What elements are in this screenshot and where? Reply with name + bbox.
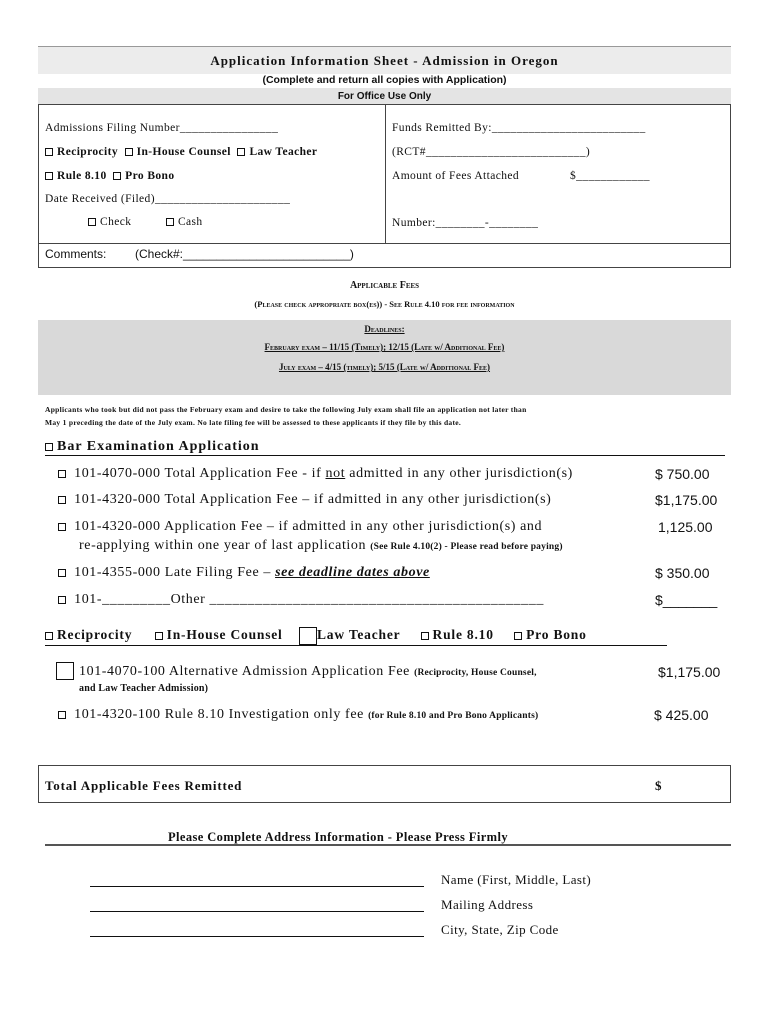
mailing-address-label: Mailing Address	[441, 897, 534, 912]
fee-row-4070-000	[58, 466, 573, 482]
cash-checkbox[interactable]	[166, 218, 174, 226]
deadlines-title: Deadlines:	[364, 324, 405, 334]
cat-rule-810-checkbox[interactable]	[421, 632, 429, 640]
comments-label: Comments:	[45, 247, 107, 261]
category-underline	[45, 645, 667, 646]
cat-reciprocity-checkbox[interactable]	[45, 632, 53, 640]
name-line[interactable]	[90, 886, 424, 887]
funds-remitted-by: Funds Remitted By:_________________________	[392, 122, 646, 134]
check-number-field: (Check#:_________________________)	[135, 247, 354, 261]
cat-in-house-counsel-checkbox[interactable]	[155, 632, 163, 640]
mailing-address-line[interactable]	[90, 911, 424, 912]
applicant-note-line1: Applicants who took but did not pass the February exam and desire to take the following July exam shall file an application not later than	[45, 405, 527, 414]
fee-4070-000-checkbox[interactable]	[58, 470, 66, 478]
in-house-counsel-label: In-House Counsel	[136, 146, 231, 158]
office-comments-divider	[38, 243, 731, 244]
alt-fee-4070-100-line1	[79, 664, 537, 680]
check-checkbox[interactable]	[88, 218, 96, 226]
office-divider	[385, 105, 386, 243]
bar-exam-heading-label: Bar Examination Application	[57, 439, 260, 454]
alt-fee-4320-100-note: (for Rule 8.10 and Pro Bono Applicants)	[368, 711, 539, 721]
fee-4320-000-total-checkbox[interactable]	[58, 496, 66, 504]
date-received: Date Received (Filed)______________________	[45, 193, 291, 205]
fee-4355-000-checkbox[interactable]	[58, 569, 66, 577]
applicable-fees-heading: Applicable Fees	[349, 280, 420, 291]
deadline-july: July exam – 4/15 (timely); 5/15 (Late w/ Additional Fee)	[278, 362, 491, 372]
cat-pro-bono-checkbox[interactable]	[514, 632, 522, 640]
bar-exam-checkbox[interactable]	[45, 443, 53, 451]
fee-4320-000-app-checkbox[interactable]	[58, 523, 66, 531]
pro-bono-checkbox[interactable]	[113, 172, 121, 180]
fee-4320-000-app-amount: 1,125.00	[658, 519, 713, 535]
total-currency: $	[655, 778, 662, 793]
check-label: Check	[100, 216, 132, 228]
page-subtitle: (Complete and return all copies with Application)	[262, 74, 507, 86]
alt-fee-4070-100-note: (Reciprocity, House Counsel,	[414, 668, 537, 678]
fee-row-other	[58, 592, 544, 608]
admissions-filing-number: Admissions Filing Number________________	[45, 122, 279, 134]
alt-fee-4070-100-checkbox[interactable]	[56, 662, 74, 680]
address-rule	[45, 844, 731, 846]
fee-row-4320-000-app	[58, 519, 542, 535]
alt-fee-4320-100-checkbox[interactable]	[58, 711, 66, 719]
bar-exam-underline	[45, 455, 725, 456]
city-state-zip-label: City, State, Zip Code	[441, 922, 559, 937]
page-title: Application Information Sheet - Admission in Oregon	[38, 46, 731, 74]
bar-exam-heading	[45, 439, 260, 455]
alt-fee-4070-100-text: 101-4070-100 Alternative Admission Application Fee	[79, 664, 410, 679]
fee-4320-000-app-note: (See Rule 4.10(2) - Please read before paying)	[370, 542, 563, 552]
fee-4355-000-amount: $ 350.00	[655, 565, 710, 581]
amount-of-fees-label: Amount of Fees Attached	[392, 170, 520, 182]
law-teacher-checkbox[interactable]	[237, 148, 245, 156]
cat-law-teacher-checkbox[interactable]	[299, 627, 317, 645]
fee-4070-000-amount: $ 750.00	[655, 466, 710, 482]
applicable-fees-subheading: (Please check appropriate box(es)) - See Rule 4.10 for fee information	[254, 299, 515, 309]
city-state-zip-line[interactable]	[90, 936, 424, 937]
rule-810-label: Rule 8.10	[57, 170, 107, 182]
fee-other-checkbox[interactable]	[58, 596, 66, 604]
pro-bono-label: Pro Bono	[125, 170, 175, 182]
fee-row-4355-000	[58, 565, 430, 581]
payment-method-row	[88, 216, 203, 228]
office-checks-row2	[45, 170, 174, 182]
fee-other-amount: $_______	[655, 592, 718, 608]
alt-fee-4320-100-amount: $ 425.00	[654, 707, 709, 723]
office-use-heading: For Office Use Only	[38, 88, 731, 105]
cat-in-house-counsel-label: In-House Counsel	[166, 627, 283, 643]
fee-4070-000-text-end: admitted in any other jurisdiction(s)	[345, 466, 573, 481]
amount-of-fees-blank: $____________	[570, 170, 650, 182]
fee-4320-000-total-text: 101-4320-000 Total Application Fee – if admitted in any other jurisdiction(s)	[74, 492, 552, 507]
alt-fee-4320-100-line	[58, 707, 538, 723]
fee-4320-000-app-line2	[79, 538, 563, 554]
reciprocity-label: Reciprocity	[57, 146, 119, 158]
reciprocity-checkbox[interactable]	[45, 148, 53, 156]
cat-pro-bono-label: Pro Bono	[526, 627, 587, 643]
deadline-february: February exam – 11/15 (Timely); 12/15 (Late w/ Additional Fee)	[264, 342, 505, 352]
in-house-counsel-checkbox[interactable]	[125, 148, 133, 156]
rule-810-checkbox[interactable]	[45, 172, 53, 180]
address-heading: Please Complete Address Information - Please Press Firmly	[168, 830, 508, 844]
cat-rule-810-label: Rule 8.10	[432, 627, 494, 643]
cat-reciprocity-label: Reciprocity	[57, 627, 133, 643]
alt-fee-4070-100-amount: $1,175.00	[658, 664, 721, 680]
applicant-note-line2: May 1 preceding the date of the July exam. No late filing fee will be assessed to these applicants if they file by this date.	[45, 418, 462, 427]
fee-other-text: 101-_________Other ____________________________________________	[74, 592, 544, 607]
fee-4355-000-text: 101-4355-000 Late Filing Fee –	[74, 565, 276, 580]
fee-4320-000-app-text2: re-applying within one year of last application	[79, 538, 367, 553]
cash-label: Cash	[177, 216, 203, 228]
office-checks-row1	[45, 146, 317, 158]
rct-number: (RCT#__________________________)	[392, 146, 591, 158]
law-teacher-label: Law Teacher	[249, 146, 318, 158]
fee-4070-000-not: not	[325, 466, 346, 481]
category-row	[45, 627, 587, 645]
total-label: Total Applicable Fees Remitted	[45, 778, 243, 793]
fee-4320-000-total-amount: $1,175.00	[655, 492, 718, 508]
fee-row-4320-000-total	[58, 492, 551, 508]
fee-4070-000-text: 101-4070-000 Total Application Fee - if	[74, 466, 326, 481]
number-field: Number:________-________	[392, 217, 539, 229]
alt-fee-4070-100-line2: and Law Teacher Admission)	[79, 683, 209, 694]
fee-4355-000-emph: see deadline dates above	[275, 565, 430, 580]
fee-4320-000-app-text: 101-4320-000 Application Fee – if admitted in any other jurisdiction(s) and	[74, 519, 543, 534]
alt-fee-4320-100-text: 101-4320-100 Rule 8.10 Investigation only fee	[74, 707, 364, 722]
name-label: Name (First, Middle, Last)	[441, 872, 592, 887]
cat-law-teacher-label: Law Teacher	[316, 627, 401, 643]
